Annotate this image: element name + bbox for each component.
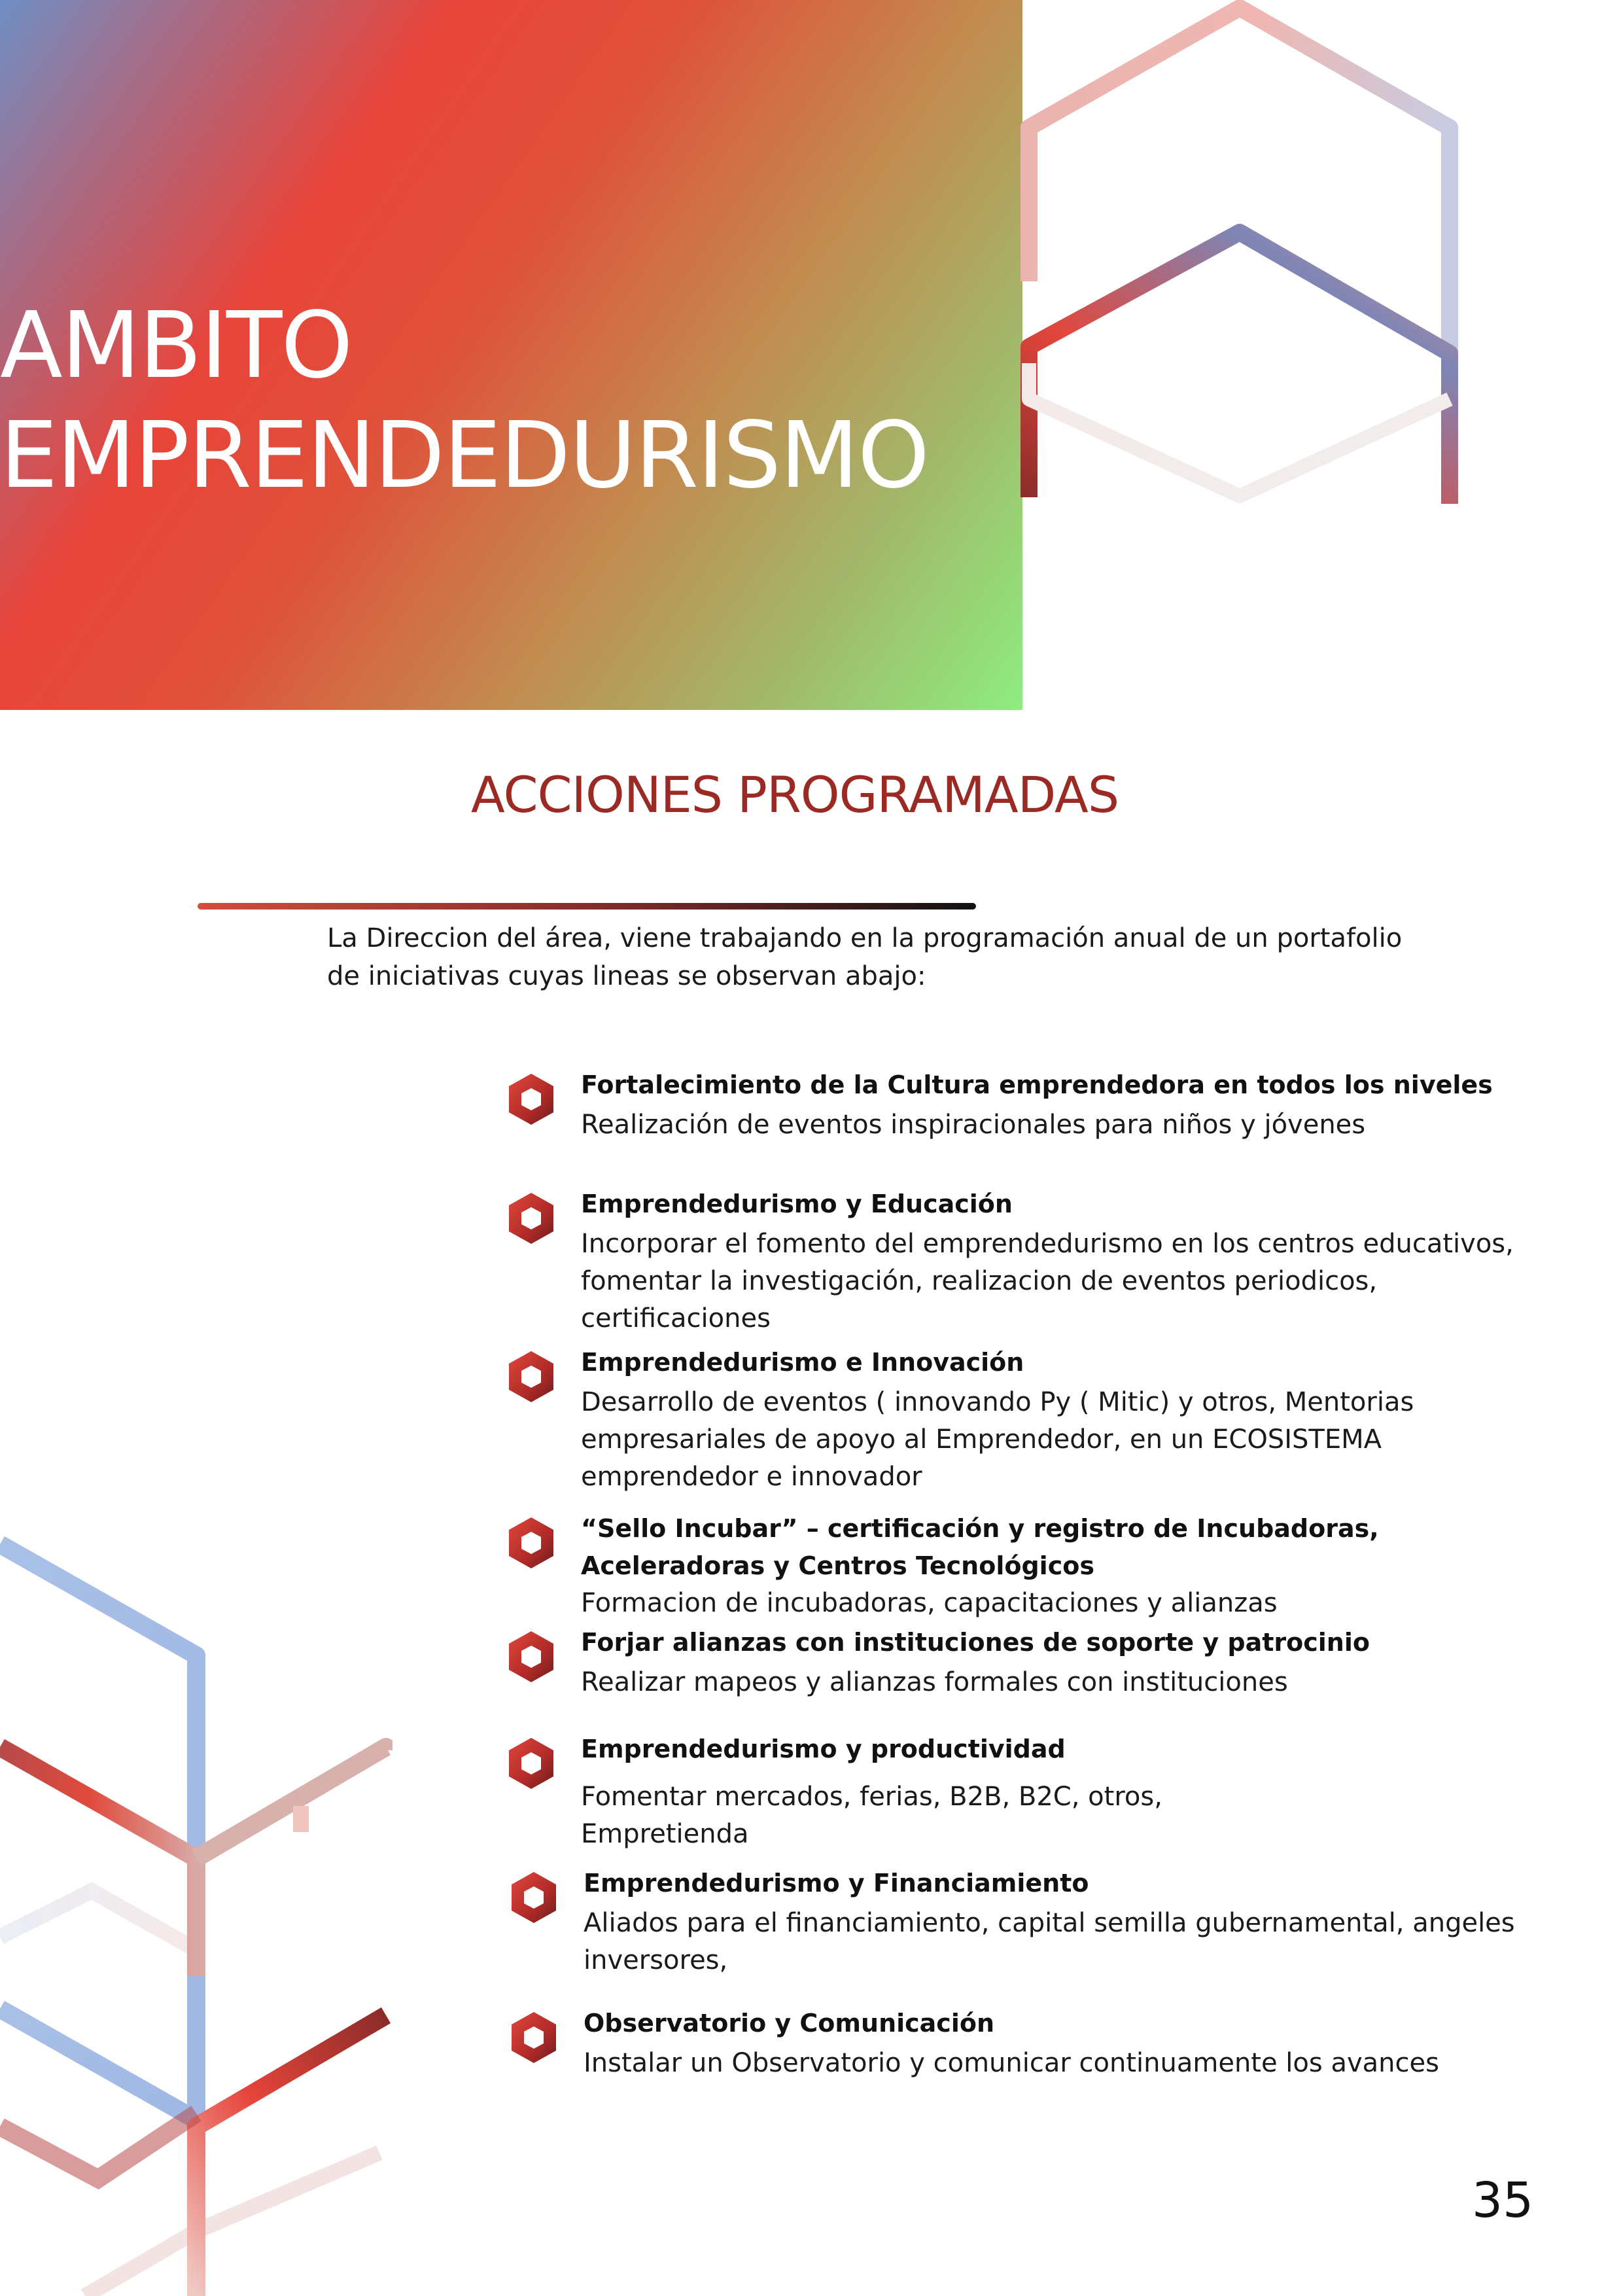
list-item bbox=[509, 2005, 1529, 2082]
hexagon-bullet-icon bbox=[506, 1629, 556, 1684]
list-item bbox=[506, 1186, 1527, 1337]
list-item bbox=[506, 1067, 1527, 1144]
section-divider bbox=[198, 903, 976, 910]
hexagon-decoration-top-right bbox=[1007, 0, 1478, 523]
page-title-line1: AMBITO bbox=[0, 292, 352, 399]
item-title: Fortalecimiento de la Cultura emprendedora en todos los niveles bbox=[581, 1070, 1493, 1099]
intro-paragraph: La Direccion del área, viene trabajando en la programación anual de un portafolio de iniciativas cuyas lineas se observan abajo: bbox=[327, 923, 1403, 991]
item-description: Fomentar mercados, ferias, B2B, B2C, otros, Empretienda bbox=[581, 1782, 1162, 1849]
hexagon-bullet-icon bbox=[509, 2010, 559, 2065]
list-item bbox=[506, 1344, 1527, 1496]
list-item bbox=[506, 1510, 1527, 1622]
page-number: 35 bbox=[1472, 2172, 1534, 2229]
list-item bbox=[509, 1865, 1529, 1979]
item-description: Realizar mapeos y alianzas formales con instituciones bbox=[581, 1667, 1288, 1697]
item-title: Observatorio y Comunicación bbox=[584, 2009, 995, 2038]
item-title: Emprendedurismo y Educación bbox=[581, 1190, 1013, 1218]
item-title: “Sello Incubar” – certificación y registro de Incubadoras, Aceleradoras y Centros Tecnológicos bbox=[581, 1514, 1379, 1580]
hexagon-bullet-icon bbox=[506, 1515, 556, 1570]
item-description: Realización de eventos inspiracionales para niños y jóvenes bbox=[581, 1110, 1366, 1140]
item-description: Formacion de incubadoras, capacitaciones y alianzas bbox=[581, 1588, 1278, 1618]
page-title bbox=[0, 291, 928, 511]
hero-banner bbox=[0, 0, 1022, 710]
item-title: Forjar alianzas con instituciones de soporte y patrocinio bbox=[581, 1628, 1370, 1657]
item-description: Instalar un Observatorio y comunicar continuamente los avances bbox=[584, 2048, 1439, 2078]
item-description: Desarrollo de eventos ( innovando Py ( Mitic) y otros, Mentorias empresariales de apoyo al Emprendedor, en un ECOSISTEMA emprendedor e innovador bbox=[581, 1387, 1414, 1492]
hexagon-bullet-icon bbox=[506, 1191, 556, 1246]
item-title: Emprendedurismo e Innovación bbox=[581, 1348, 1024, 1377]
hexagon-decoration-bottom-left bbox=[0, 1525, 393, 2296]
item-description: Aliados para el financiamiento, capital semilla gubernamental, angeles inversores, bbox=[584, 1908, 1515, 1975]
section-title: ACCIONES PROGRAMADAS bbox=[470, 766, 1119, 824]
hexagon-bullet-icon bbox=[506, 1072, 556, 1127]
list-item bbox=[506, 1731, 1527, 1853]
item-description: Incorporar el fomento del emprendedurismo en los centros educativos, fomentar la investigación, realizacion de eventos periodicos, certificaciones bbox=[581, 1229, 1514, 1333]
page-title-line2: EMPRENDEDURISMO bbox=[0, 402, 929, 509]
hexagon-bullet-icon bbox=[509, 1870, 559, 1925]
hexagon-bullet-icon bbox=[506, 1349, 556, 1404]
item-title: Emprendedurismo y Financiamiento bbox=[584, 1869, 1089, 1898]
item-title: Emprendedurismo y productividad bbox=[581, 1735, 1066, 1763]
hexagon-bullet-icon bbox=[506, 1736, 556, 1791]
list-item bbox=[506, 1624, 1527, 1701]
